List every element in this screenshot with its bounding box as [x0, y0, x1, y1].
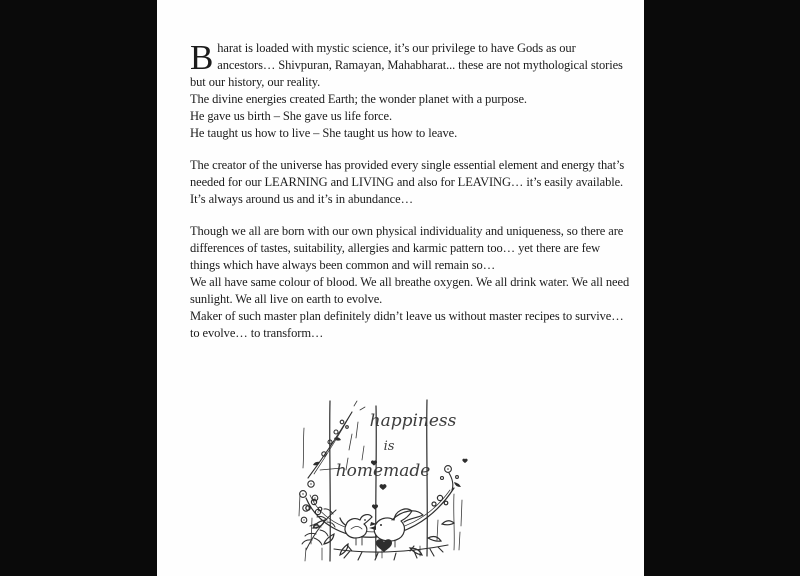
paragraph-common-text: Though we all are born with our own physical individuality and uniqueness, so there are differences of tastes, suitability, allergies and karmic pattern too… yet there are few things which have always been common and will remain so… We all have same colour of blood. We all breathe oxygen. We all drink water. We all need sunlight. We all live on earth to evolve. Maker of such master plan definitely didn’t leave us without master recipes to survive… to evolve… to transform…	[190, 224, 630, 340]
left-bird-icon	[340, 515, 377, 545]
twig-branch-icon	[334, 545, 448, 560]
paragraph-intro-text: harat is loaded with mystic science, it’s our privilege to have Gods as our ancestors… Shivpuran, Ramayan, Mahabharat... these are not mythological stories but our history, our reality. The divine energies created Earth; the wonder planet with a purpose. He gave us birth – She gave us life force. He taught us how to live – She taught us how to leave.	[190, 41, 623, 140]
paragraph-creator-text: The creator of the universe has provided every single essential element and energy that’s needed for our LEARNING and LIVING and also for LEAVING… it’s easily available. It’s always around us and it’s in abundance…	[190, 158, 625, 206]
paragraph-creator	[190, 157, 630, 208]
paragraph-intro	[190, 40, 630, 142]
caption-happiness: happiness	[369, 411, 457, 431]
caption-homemade: homemade	[335, 461, 431, 481]
drop-cap: B	[190, 38, 214, 77]
fern-frond-icon	[302, 509, 336, 550]
body-text	[190, 40, 630, 357]
book-page	[157, 0, 644, 576]
paragraph-common	[190, 223, 630, 342]
caption-is: is	[383, 439, 395, 454]
fence-illustration	[292, 398, 488, 566]
right-stem-flower-icon	[441, 466, 462, 490]
heart-icon	[376, 539, 392, 552]
